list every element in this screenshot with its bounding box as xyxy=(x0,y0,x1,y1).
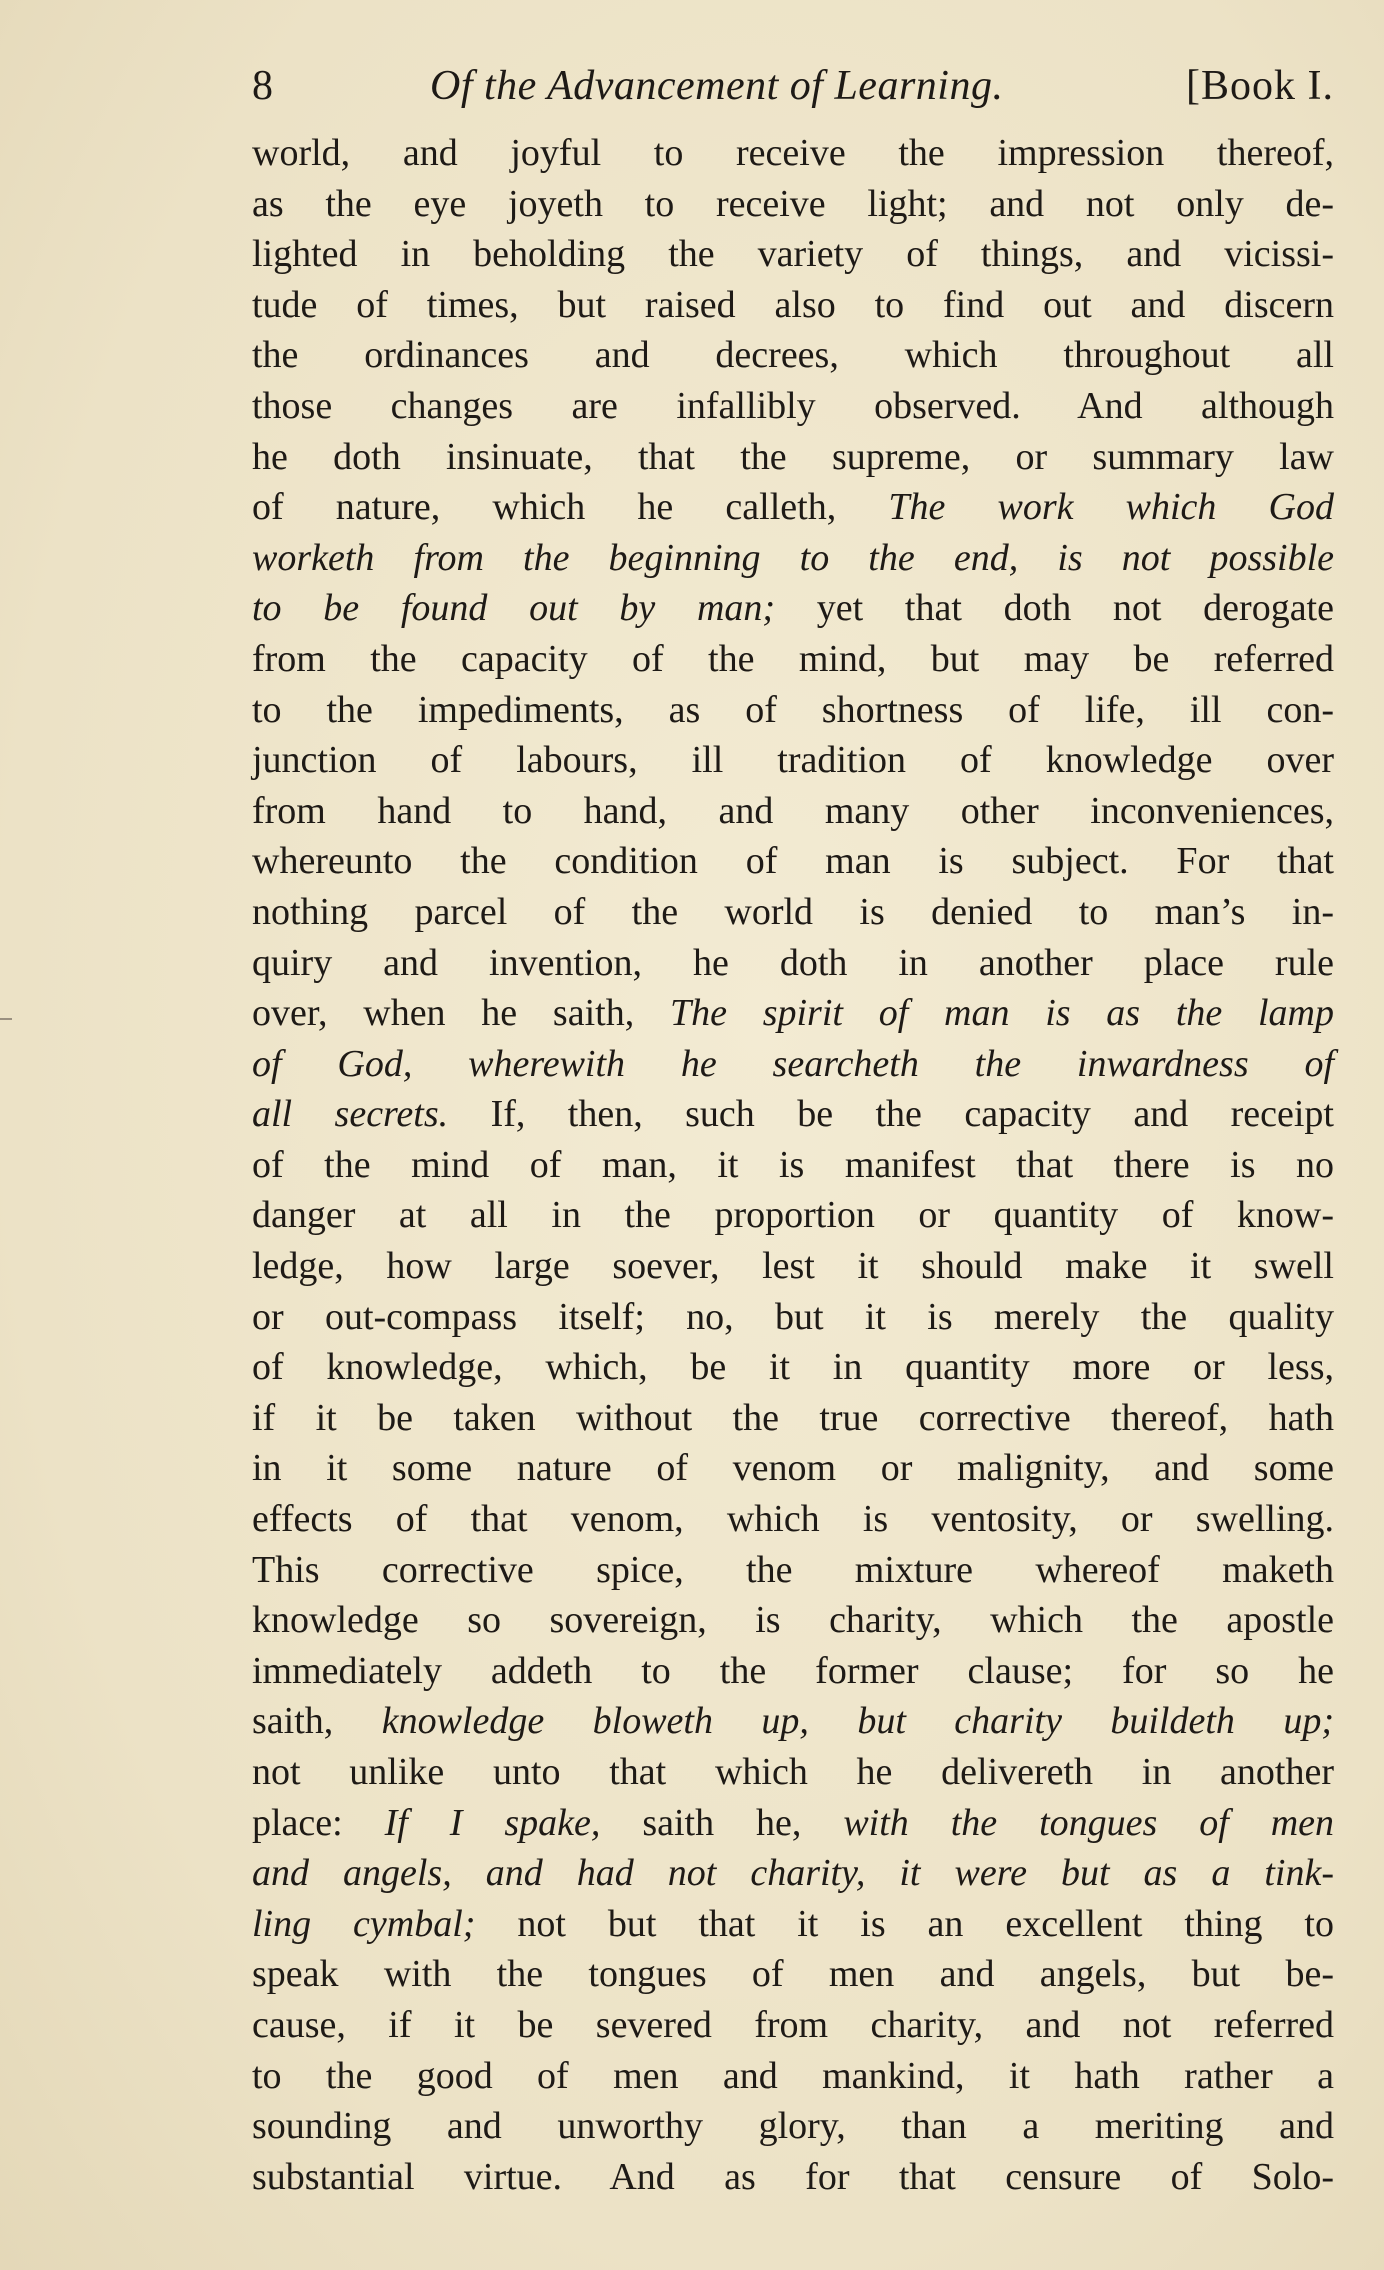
text-run: cause, if it be severed from charity, and not referred xyxy=(252,2003,1334,2046)
text-run: yet that doth not derogate xyxy=(816,587,1334,630)
text-line xyxy=(252,1646,1334,1697)
text-line xyxy=(252,128,1334,179)
text-line xyxy=(252,2152,1334,2203)
text-line xyxy=(252,1089,1334,1140)
text-run: he doth insinuate, that the supreme, or summary law xyxy=(252,435,1334,478)
text-line xyxy=(252,735,1334,786)
page-header xyxy=(252,58,1334,118)
text-run: of nature, which he calleth, xyxy=(252,486,889,529)
text-run: from the capacity of the mind, but may be referred xyxy=(252,637,1334,680)
italic-text: and angels, and had not charity, it were but as a tink- xyxy=(252,1852,1334,1895)
text-run: of knowledge, which, be it in quantity more or less, xyxy=(252,1346,1334,1389)
text-line xyxy=(252,229,1334,280)
text-run: immediately addeth to the former clause; for so he xyxy=(252,1649,1334,1692)
text-line xyxy=(252,1494,1334,1545)
text-line xyxy=(252,1696,1334,1747)
running-title: Of the Advancement of Learning. xyxy=(430,63,1004,109)
text-line xyxy=(252,634,1334,685)
text-line xyxy=(252,1747,1334,1798)
text-run: junction of labours, ill tradition of knowledge over xyxy=(252,739,1334,782)
text-line xyxy=(252,432,1334,483)
text-run: If, then, such be the capacity and receipt xyxy=(448,1093,1334,1136)
book-marker: [Book I. xyxy=(1186,63,1334,109)
text-line xyxy=(252,2000,1334,2051)
text-run: sounding and unworthy glory, than a meriting and xyxy=(252,2105,1334,2148)
body-text xyxy=(252,128,1334,2202)
text-line xyxy=(252,938,1334,989)
italic-text: worketh from the beginning to the end, is not possible xyxy=(252,536,1334,579)
italic-text: all secrets. xyxy=(252,1093,449,1136)
text-run: nothing parcel of the world is denied to man’s in- xyxy=(252,890,1334,933)
text-line xyxy=(252,1342,1334,1393)
text-line xyxy=(252,583,1334,634)
text-run: or out-compass itself; no, but it is merely the quality xyxy=(252,1295,1334,1338)
italic-text: knowledge bloweth up, but charity buildeth up; xyxy=(381,1700,1334,1743)
text-run: ledge, how large soever, lest it should make it swell xyxy=(252,1245,1334,1288)
text-line xyxy=(252,1039,1334,1090)
text-line xyxy=(252,836,1334,887)
text-run: the ordinances and decrees, which throughout all xyxy=(252,334,1334,377)
text-line xyxy=(252,988,1334,1039)
text-line xyxy=(252,786,1334,837)
text-line xyxy=(252,330,1334,381)
italic-text: The spirit of man is as the lamp xyxy=(669,992,1334,1035)
text-line xyxy=(252,1241,1334,1292)
text-run: not but that it is an excellent thing to xyxy=(517,1902,1334,1945)
text-run: over, when he saith, xyxy=(252,992,670,1035)
text-line xyxy=(252,1848,1334,1899)
text-line xyxy=(252,685,1334,736)
page-number: 8 xyxy=(252,63,273,109)
italic-text: with the tongues of men xyxy=(843,1801,1335,1844)
text-run: danger at all in the proportion or quantity of know- xyxy=(252,1194,1334,1237)
text-run: whereunto the condition of man is subject. For that xyxy=(252,840,1334,883)
text-run: of the mind of man, it is manifest that there is no xyxy=(252,1143,1334,1186)
text-run: those changes are infallibly observed. And although xyxy=(252,384,1334,427)
text-line xyxy=(252,482,1334,533)
text-run: substantial virtue. And as for that censure of Solo- xyxy=(252,2155,1334,2198)
text-line xyxy=(252,179,1334,230)
text-run: from hand to hand, and many other inconveniences, xyxy=(252,789,1334,832)
text-line xyxy=(252,381,1334,432)
text-run: to the impediments, as of shortness of life, ill con- xyxy=(252,688,1334,731)
text-line xyxy=(252,1595,1334,1646)
text-line xyxy=(252,1190,1334,1241)
text-run: if it be taken without the true corrective thereof, hath xyxy=(252,1396,1334,1439)
text-run: effects of that venom, which is ventosity, or swelling. xyxy=(252,1498,1334,1541)
text-line xyxy=(252,280,1334,331)
text-run: speak with the tongues of men and angels, but be- xyxy=(252,1953,1334,1996)
text-line xyxy=(252,1798,1334,1849)
text-run: to the good of men and mankind, it hath rather a xyxy=(252,2054,1334,2097)
text-line xyxy=(252,1899,1334,1950)
text-line xyxy=(252,1140,1334,1191)
text-run: tude of times, but raised also to find out and discern xyxy=(252,283,1334,326)
text-run: place: xyxy=(252,1801,385,1844)
text-line xyxy=(252,2051,1334,2102)
italic-text: If I spake, xyxy=(384,1801,643,1844)
text-run: saith, xyxy=(252,1700,382,1743)
italic-text: to be found out by man; xyxy=(252,587,817,630)
text-run: quiry and invention, he doth in another place rule xyxy=(252,941,1334,984)
text-line xyxy=(252,887,1334,938)
text-line xyxy=(252,533,1334,584)
text-line xyxy=(252,1443,1334,1494)
text-run: not unlike unto that which he delivereth in another xyxy=(252,1751,1334,1793)
text-run: This corrective spice, the mixture whereof maketh xyxy=(252,1548,1334,1591)
text-run: world, and joyful to receive the impression thereof, xyxy=(252,132,1334,174)
text-line xyxy=(252,1393,1334,1444)
gutter-mark xyxy=(0,1018,12,1020)
italic-text: ling cymbal; xyxy=(252,1902,518,1945)
italic-text: of God, wherewith he searcheth the inwardness of xyxy=(252,1042,1334,1085)
text-line xyxy=(252,1949,1334,2000)
text-run: in it some nature of venom or malignity, and some xyxy=(252,1447,1334,1490)
text-run: saith he, xyxy=(642,1801,844,1844)
text-line xyxy=(252,1292,1334,1343)
text-line xyxy=(252,2101,1334,2152)
text-run: lighted in beholding the variety of things, and vicissi- xyxy=(252,233,1334,276)
text-line xyxy=(252,1545,1334,1596)
text-run: as the eye joyeth to receive light; and not only de- xyxy=(252,182,1334,225)
italic-text: The work which God xyxy=(888,486,1334,529)
text-run: knowledge so sovereign, is charity, which the apostle xyxy=(252,1599,1334,1642)
